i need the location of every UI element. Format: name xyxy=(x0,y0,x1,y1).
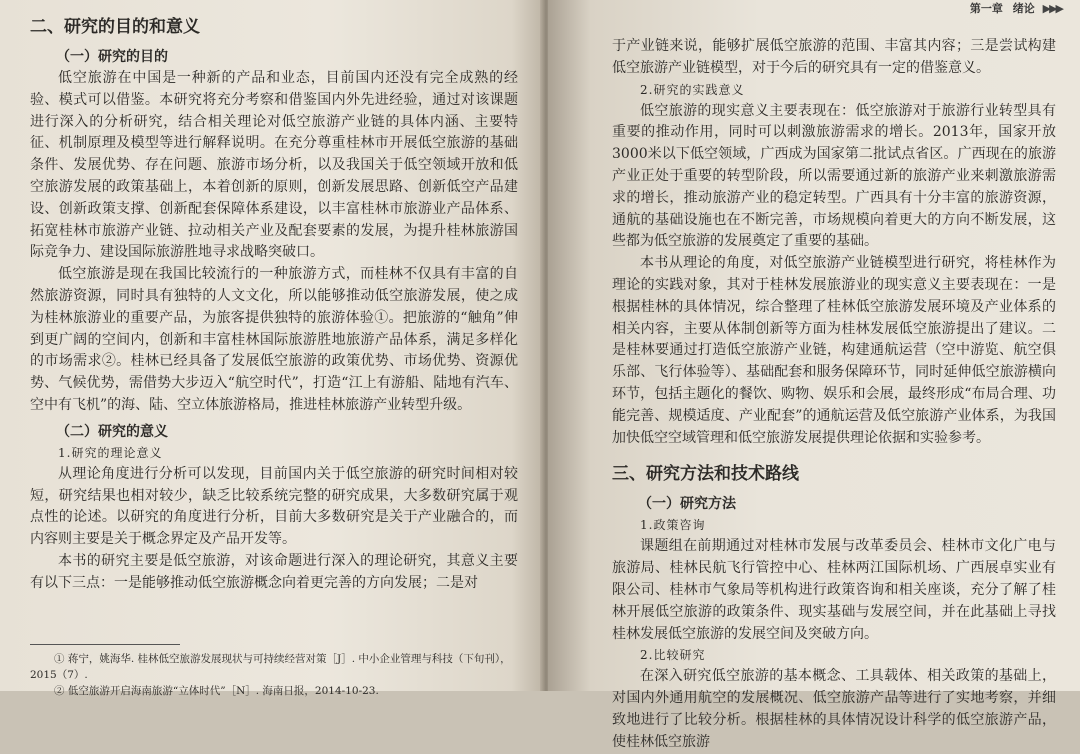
left-page xyxy=(0,0,544,697)
footnotes xyxy=(30,644,518,697)
paragraph: 本书从理论的角度，对低空旅游产业链模型进行研究，将桂林作为理论的实践对象，其对于桂林发展旅游业的现实意义主要表现在：一是根据桂林的具体情况，综合整理了桂林低空旅游发展环境及产业体系的相关内容，主要从体制创新等方面为桂林发展低空旅游提出了建议。二是桂林要通过打造低空旅游产业链，构建通航运营（空中游览、航空俱乐部、飞行体验等）、基础配套和服务保障环节，同时延伸低空旅游横向环节，包括主题化的餐饮、购物、娱乐和会展，最终形成“布局合理、功能完善、规模适度、产业配套”的通航运营及低空旅游产业体系，为我国加快低空空域管理和低空旅游发展提供理论依据和实验参考。 xyxy=(612,255,1056,446)
subheading-research-methods: （一）研究方法 xyxy=(638,496,736,513)
paragraph: 本书的研究主要是低空旅游，对该命题进行深入的理论研究，其意义主要有以下三点：一是能够推动低空旅游概念向着更完善的方向发展；二是对 xyxy=(30,552,518,591)
paragraph: 低空旅游的现实意义主要表现在：低空旅游对于旅游行业转型具有重要的推动作用，同时可以刺激旅游需求的增长。2013年，国家开放3000米以下低空领域，广西成为国家第二批试点省区。广西现在的旅游产业正处于重要的转型阶段，所以需要通过新的旅游产业来刺激旅游需求的增长，推动旅游产业的稳定转型。广西具有十分丰富的旅游资源，通航的基础设施也在不断完善，市场规模向着更大的方向不断发展，这些都为低空旅游的发展奠定了重要的基础。 xyxy=(612,102,1056,250)
paragraph: 在深入研究低空旅游的基本概念、工具载体、相关政策的基础上，对国内外通用航空的发展概况、低空旅游产品等进行了实地考察，并细致地进行了比较分析。根据桂林的具体情况设计科学的低空旅游产品，使桂林低空旅游 xyxy=(612,668,1056,750)
subheading-theoretical-significance: 1.研究的理论意义 xyxy=(58,445,163,460)
header-arrows-icon: ▶▶▶ xyxy=(1042,2,1062,15)
section-heading-purpose: 二、研究的目的和意义 xyxy=(30,17,200,37)
footnote-1: ① 蒋宁，姚海华. 桂林低空旅游发展现状与可持续经营对策［J］. 中小企业管理与科技（下旬刊），2015（7）. xyxy=(30,653,511,681)
chapter-label: 第一章 xyxy=(969,2,1003,15)
subheading-research-significance: （二）研究的意义 xyxy=(56,423,168,440)
subheading-comparative-research: 2.比较研究 xyxy=(640,648,706,663)
section-heading-methods: 三、研究方法和技术路线 xyxy=(612,464,799,485)
paragraph: 低空旅游在中国是一种新的产品和业态，目前国内还没有完全成熟的经验、模式可以借鉴。本研究将充分考察和借鉴国内外先进经验，通过对该课题进行深入的分析研究，结合相关理论对低空旅游产业链的具体内涵、主要特征、机制原理及模型等进行解释说明。在充分尊重桂林市开展低空旅游的基础条件、发展优势、存在问题、旅游市场分析，以及我国关于低空领域开放和低空旅游发展的政策基础上，本着创新的原则，创新发展思路、创新低空产品建设、创新政策支撑、创新配套保障体系建设，以丰富桂林市旅游业产品体系、拓宽桂林市旅游产业链、拉动相关产业及配套要素的发展，为提升桂林旅游国际竞争力、建设国际旅游胜地寻求战略突破口。 xyxy=(30,70,518,261)
running-header xyxy=(970,0,1062,16)
chapter-title: 绪论 xyxy=(1012,2,1035,15)
subheading-policy-consultation: 1.政策咨询 xyxy=(640,518,706,533)
paragraph: 从理论角度进行分析可以发现，目前国内关于低空旅游的研究时间相对较短，研究结果也相对较少，缺乏比较系统完整的研究成果，大多数研究属于观点性的论述。以研究的角度进行分析，目前大多数研究是关于产业融合的，而内容则主要是关于概念界定及产品开发等。 xyxy=(30,465,518,548)
subheading-practical-significance: 2.研究的实践意义 xyxy=(640,82,745,97)
paragraph: 于产业链来说，能够扩展低空旅游的范围、丰富其内容；三是尝试构建低空旅游产业链模型，对于今后的研究具有一定的借鉴意义。 xyxy=(612,38,1056,76)
footnote-rule xyxy=(30,644,180,645)
footnote-2: ② 低空旅游开启海南旅游“立体时代”［N］. 海南日报，2014-10-23. xyxy=(54,685,379,697)
paragraph: 课题组在前期通过对桂林市发展与改革委员会、桂林市文化广电与旅游局、桂林民航飞行管控中心、桂林两江国际机场、广西展卓实业有限公司、桂林市气象局等机构进行政策咨询和相关座谈，充分了解了桂林开展低空旅游的政策条件、现实基础与发展空间，并在此基础上寻找桂林发展低空旅游的发展空间及突破方向。 xyxy=(612,538,1056,642)
right-page xyxy=(548,0,1080,750)
subheading-research-purpose: （一）研究的目的 xyxy=(56,49,168,65)
paragraph: 低空旅游是现在我国比较流行的一种旅游方式，而桂林不仅具有丰富的自然旅游资源，同时具有独特的人文文化，所以能够推动低空旅游发展，使之成为桂林旅游业的重要产品，为旅客提供独特的旅游体验①。把旅游的“触角”伸到更广阔的空间内，创新和丰富桂林国际旅游胜地旅游产品体系，满足多样化的市场需求②。桂林已经具备了发展低空旅游的政策优势、市场优势、资源优势、气候优势，需借势大步迈入“航空时代”，打造“江上有游船、陆地有汽车、空中有飞机”的海、陆、空立体旅游格局，推进桂林旅游产业转型升级。 xyxy=(30,266,518,413)
